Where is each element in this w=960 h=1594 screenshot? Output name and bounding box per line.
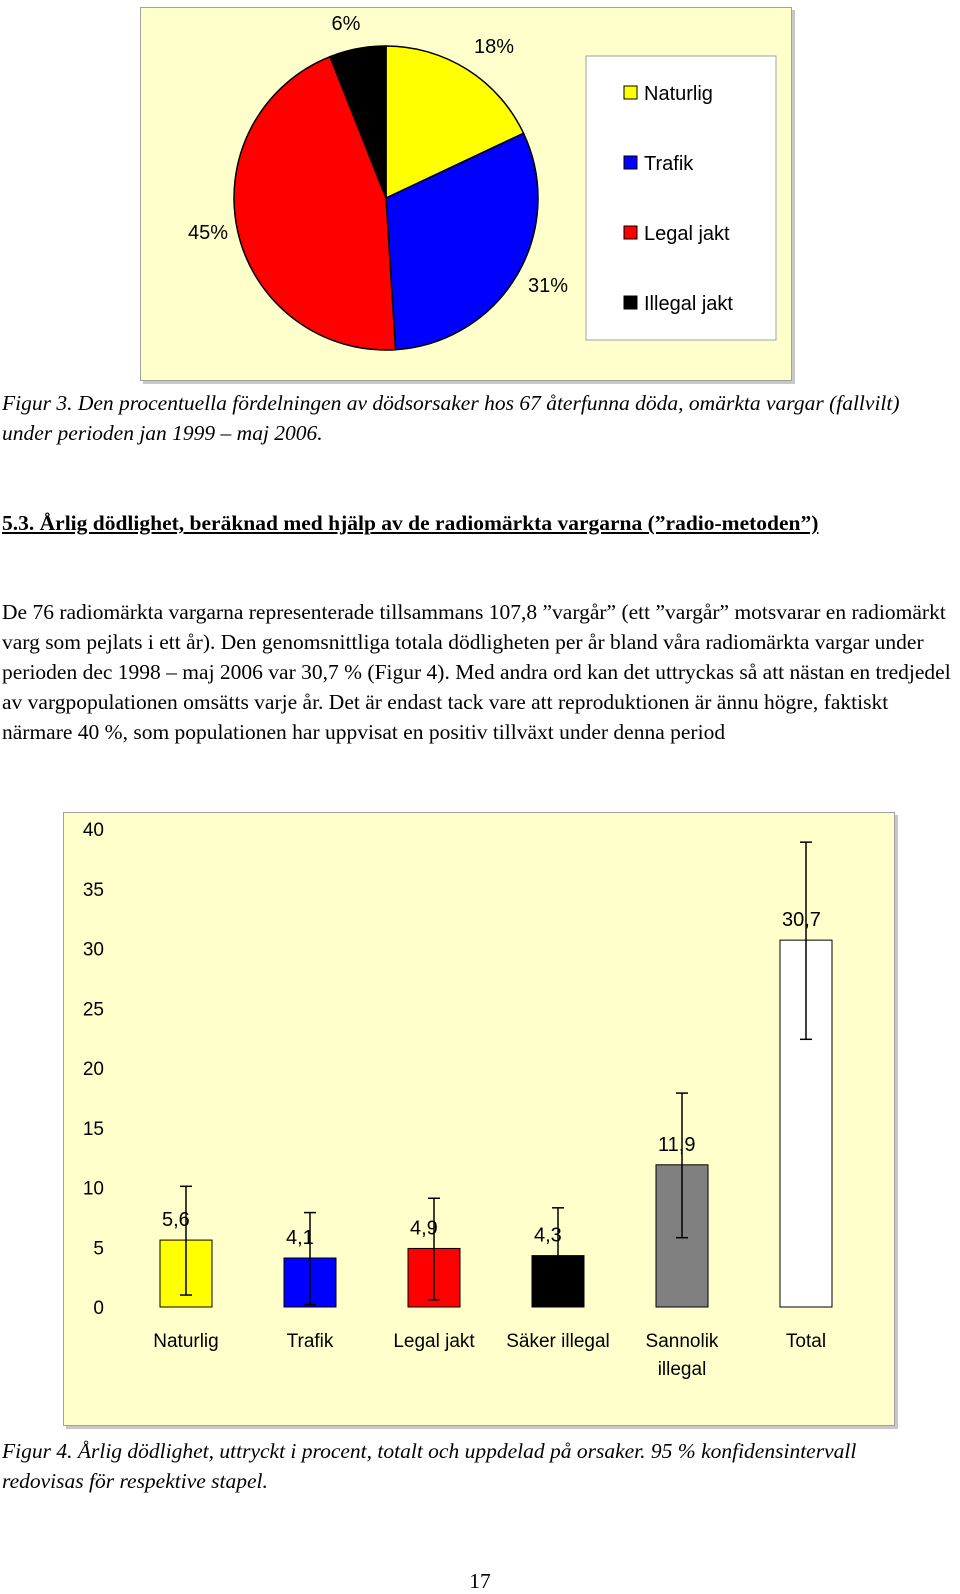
y-tick-label: 40 xyxy=(82,820,104,841)
figure-4-caption: Figur 4. Årlig dödlighet, uttryckt i procent, totalt och uppdelad på orsaker. 95 % konfidensintervall redovisas för respektive stapel. xyxy=(2,1439,857,1493)
pie-chart-panel xyxy=(140,7,792,381)
pie-chart xyxy=(141,8,791,380)
y-tick-label: 20 xyxy=(82,1059,104,1080)
y-tick-label: 0 xyxy=(93,1298,104,1319)
body-paragraph: De 76 radiomärkta vargarna representerade tillsammans 107,8 ”vargår” (ett ”vargår” motsvarar en radiomärkt varg som pejlats i ett år). Den genomsnittliga totala dödligheten per år bland våra radiomärkta vargar under perioden dec 1998 – maj 2006 var 30,7 % (Figur 4). Med andra ord kan det uttryckas så att nästan en tredjedel av vargpopulationen omsätts varje år. Det är endast tack vare att reproduktionen är ännu högre, faktiskt närmare 40 %, som populationen har uppvisat en positiv tillväxt under denna period xyxy=(2,600,951,744)
x-tick-label-säker-illegal: Säker illegal xyxy=(506,1331,610,1352)
y-tick-label: 10 xyxy=(82,1178,104,1200)
pie-label-illegal-jakt: 6% xyxy=(331,13,361,35)
section-heading: 5.3. Årlig dödlighet, beräknad med hjälp av de radiomärkta vargarna (”radio-metoden”) xyxy=(2,511,819,535)
y-tick-label: 35 xyxy=(82,879,104,901)
figure-3-caption: Figur 3. Den procentuella fördelningen av dödsorsaker hos 67 återfunna döda, omärkta vargar (fallvilt) under perioden jan 1999 – maj 2006. xyxy=(2,391,900,445)
value-label-sannolik-illegal: 11,9 xyxy=(658,1133,696,1156)
legend-label-trafik: Trafik xyxy=(644,153,694,175)
y-tick-label: 15 xyxy=(82,1118,104,1140)
y-tick-label: 5 xyxy=(93,1238,104,1260)
value-label-total: 30,7 xyxy=(782,909,821,932)
legend-label-illegal-jakt: Illegal jakt xyxy=(644,293,733,315)
legend-label-naturlig: Naturlig xyxy=(644,83,713,105)
value-label-legal-jakt: 4,9 xyxy=(410,1217,438,1240)
value-label-säker-illegal: 4,3 xyxy=(534,1224,562,1247)
x-tick-label-trafik: Trafik xyxy=(286,1331,334,1352)
bar-chart-panel xyxy=(63,812,895,1426)
legend-swatch-trafik xyxy=(624,156,637,169)
value-label-naturlig: 5,6 xyxy=(162,1209,190,1232)
bar-chart xyxy=(64,813,894,1425)
y-tick-label: 25 xyxy=(82,999,104,1021)
y-tick-label: 30 xyxy=(82,939,104,961)
legend-swatch-illegal-jakt xyxy=(624,296,637,309)
legend-swatch-naturlig xyxy=(624,86,637,99)
x-tick-label-sannolik-illegal: Sannolik illegal xyxy=(645,1331,719,1380)
x-tick-label-naturlig: Naturlig xyxy=(153,1331,219,1352)
pie-label-legal-jakt: 45% xyxy=(187,222,229,244)
pie-label-trafik: 31% xyxy=(527,275,569,297)
pie-label-naturlig: 18% xyxy=(473,36,515,58)
value-label-trafik: 4,1 xyxy=(286,1227,314,1250)
page-number: 17 xyxy=(469,1569,491,1593)
legend-swatch-legal-jakt xyxy=(624,226,637,239)
pie-legend xyxy=(586,56,776,340)
legend-label-legal-jakt: Legal jakt xyxy=(644,223,730,245)
x-tick-label-total: Total xyxy=(785,1331,827,1352)
x-tick-label-legal-jakt: Legal jakt xyxy=(393,1331,475,1352)
